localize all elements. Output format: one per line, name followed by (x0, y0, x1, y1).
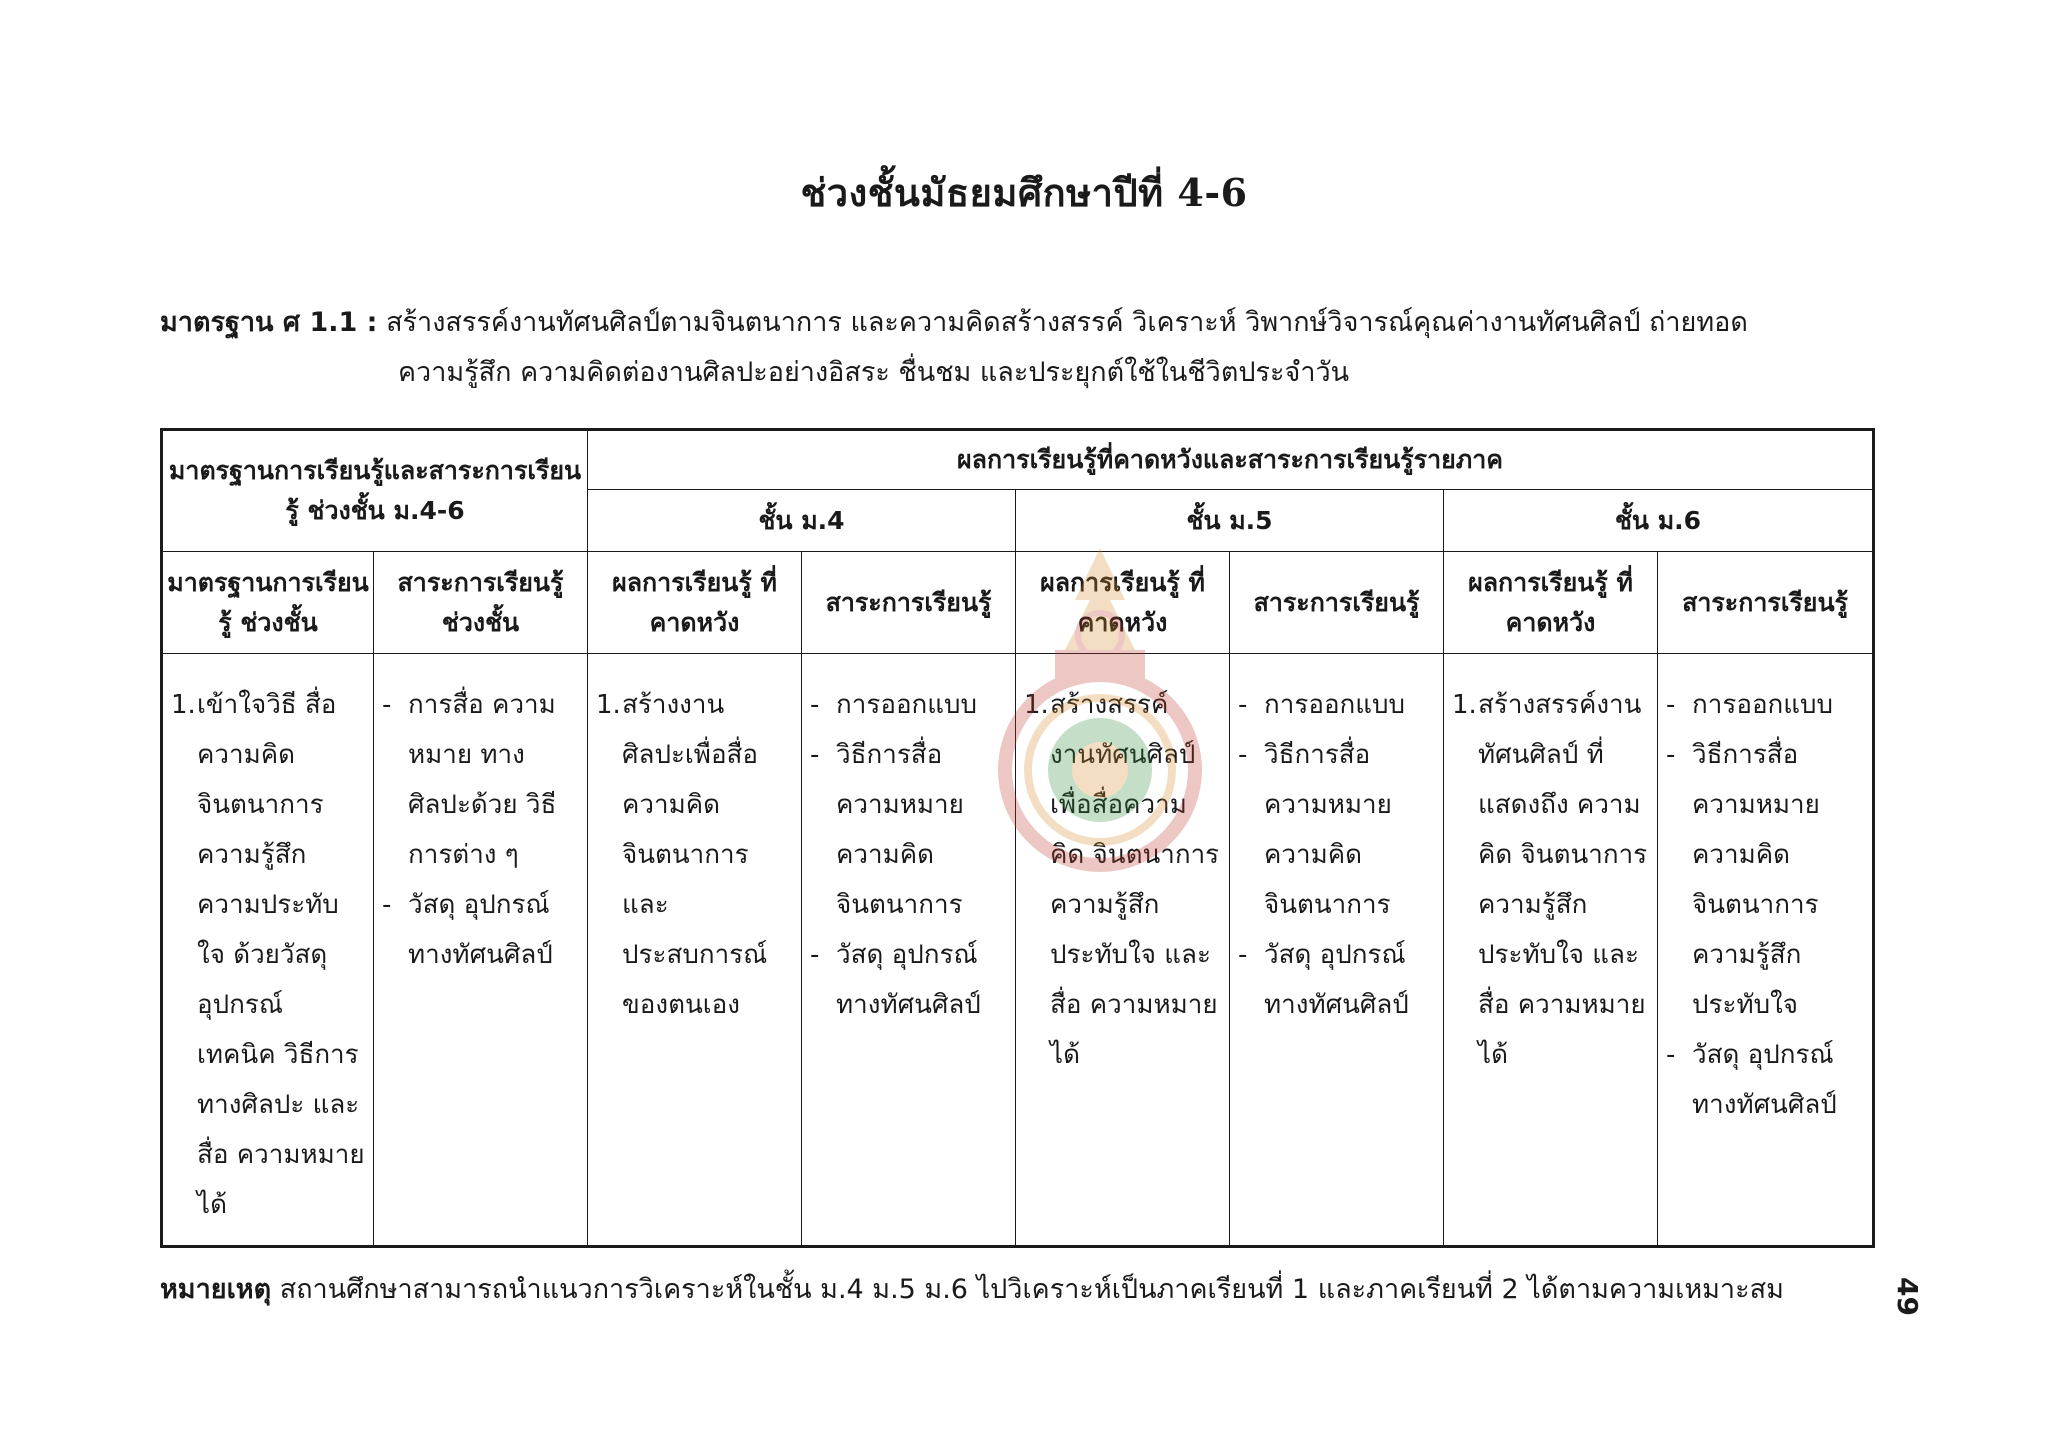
list-item: 1. สร้างสรรค์ งานทัศนศิลป์ เพื่อสื่อความคิด จินตนาการ ความรู้สึก ประทับใจ และสื่อ ความหมายได้ (1024, 690, 1220, 1070)
col-header: ผลการเรียนรู้ ที่คาดหวัง (1444, 552, 1658, 654)
standard-line-2: ความรู้สึก ความคิดต่องานศิลปะอย่างอิสระ ชื่นชม และประยุกต์ใช้ในชีวิตประจำวัน (398, 357, 1350, 388)
list-item: - วิธีการสื่อ ความหมาย ความคิด จินตนาการ (810, 740, 964, 920)
table-cell (802, 654, 1016, 1247)
header-left: มาตรฐานการเรียนรู้และสาระการเรียนรู้ ช่วงชั้น ม.4-6 (162, 430, 588, 552)
list-item: - วิธีการสื่อ ความหมาย ความคิด จินตนาการ (1238, 740, 1392, 920)
note-text: สถานศึกษาสามารถนำแนวการวิเคราะห์ในชั้น ม.4 ม.5 ม.6 ไปวิเคราะห์เป็นภาคเรียนที่ 1 และภาคเรียนที่ 2 ได้ตามความเหมาะสม (279, 1274, 1784, 1305)
col-header: สาระการเรียนรู้ (802, 552, 1016, 654)
table-cell (1230, 654, 1444, 1247)
col-header: สาระการเรียนรู้ (1658, 552, 1874, 654)
curriculum-table (160, 428, 1875, 1248)
col-header: ผลการเรียนรู้ ที่คาดหวัง (588, 552, 802, 654)
list-item: 1. เข้าใจวิธี สื่อความคิด จินตนาการ ความรู้สึก ความประทับใจ ด้วยวัสดุ อุปกรณ์ เทคนิค วิธีการ ทางศิลปะ และสื่อ ความหมายได้ (171, 690, 365, 1220)
col-header: ผลการเรียนรู้ ที่คาดหวัง (1016, 552, 1230, 654)
table-cell (1016, 654, 1230, 1247)
footnote (160, 1268, 1880, 1312)
standard-line-1: สร้างสรรค์งานทัศนศิลป์ตามจินตนาการ และความคิดสร้างสรรค์ วิเคราะห์ วิพากษ์วิจารณ์คุณค่างานทัศนศิลป์ ถ่ายทอด (386, 307, 1748, 338)
note-label: หมายเหตุ (160, 1274, 272, 1305)
list-item: - วัสดุ อุปกรณ์ ทางทัศนศิลป์ (1666, 1040, 1837, 1120)
grade-header-m5: ชั้น ม.5 (1016, 490, 1444, 552)
list-item: - วัสดุ อุปกรณ์ ทางทัศนศิลป์ (382, 890, 553, 970)
list-item: 1. สร้างงาน ศิลปะเพื่อสื่อ ความคิด จินตนาการและ ประสบการณ์ ของตนเอง (596, 690, 768, 1020)
standard-statement (160, 298, 1880, 398)
list-item: - วัสดุ อุปกรณ์ ทางทัศนศิลป์ (1238, 940, 1409, 1020)
page-number: 49 (1890, 1277, 1924, 1316)
list-item: 1. สร้างสรรค์งาน ทัศนศิลป์ ที่แสดงถึง ความคิด จินตนาการ ความรู้สึก ประทับใจ และสื่อ ความหมายได้ (1452, 690, 1648, 1070)
list-item: - วิธีการสื่อ ความหมาย ความคิด จินตนาการ ความรู้สึก ประทับใจ (1666, 740, 1820, 1020)
table-cell (588, 654, 802, 1247)
table-cell (374, 654, 588, 1247)
standard-label: มาตรฐาน ศ 1.1 : (160, 307, 378, 338)
grade-header-m6: ชั้น ม.6 (1444, 490, 1874, 552)
grade-header-m4: ชั้น ม.4 (588, 490, 1016, 552)
table-cell (1658, 654, 1874, 1247)
col-header: สาระการเรียนรู้ (1230, 552, 1444, 654)
list-item: - วัสดุ อุปกรณ์ ทางทัศนศิลป์ (810, 940, 981, 1020)
list-item: - การออกแบบ (1666, 690, 1834, 720)
table-cell (1444, 654, 1658, 1247)
col-header: สาระการเรียนรู้ ช่วงชั้น (374, 552, 588, 654)
header-right: ผลการเรียนรู้ที่คาดหวังและสาระการเรียนรู้รายภาค (588, 430, 1874, 490)
page-title: ช่วงชั้นมัธยมศึกษาปีที่ 4-6 (800, 170, 1248, 215)
list-item: - การสื่อ ความหมาย ทางศิลปะด้วย วิธีการต่าง ๆ (382, 690, 557, 870)
col-header: มาตรฐานการเรียนรู้ ช่วงชั้น (162, 552, 374, 654)
table-cell (162, 654, 374, 1247)
list-item: - การออกแบบ (810, 690, 978, 720)
list-item: - การออกแบบ (1238, 690, 1406, 720)
